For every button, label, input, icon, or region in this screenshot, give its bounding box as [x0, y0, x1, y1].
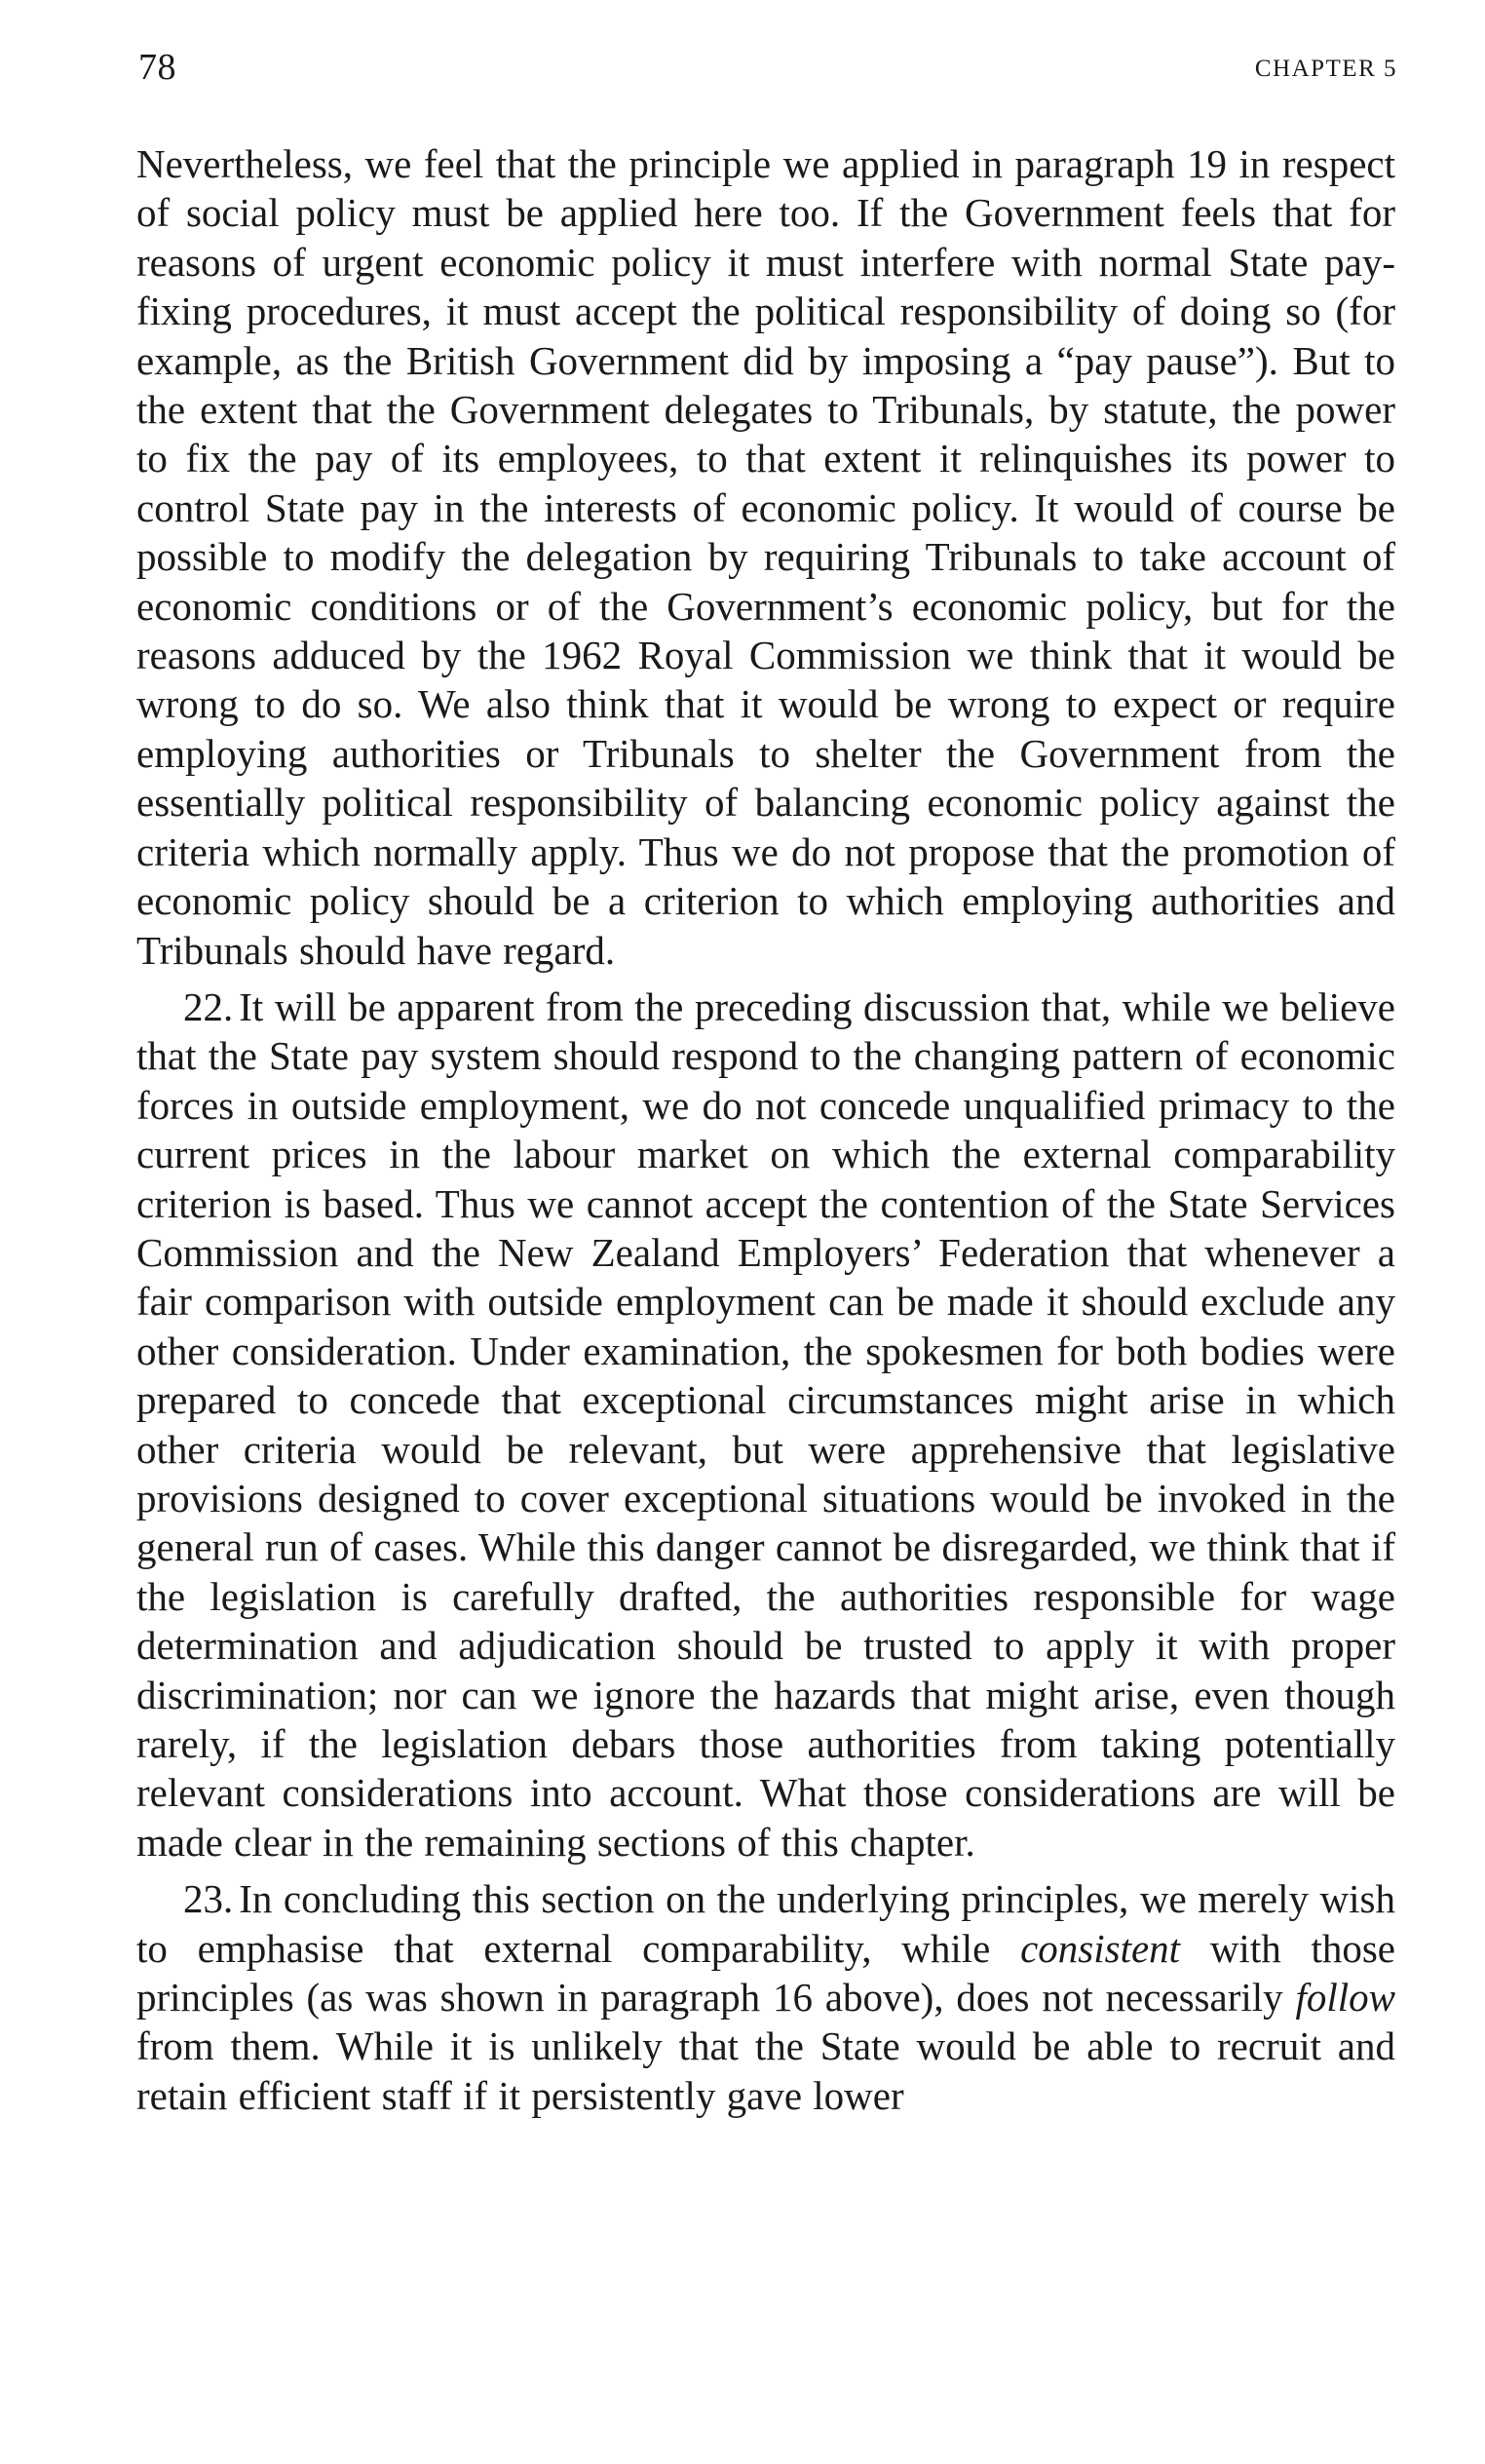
paragraph-number: 22.: [183, 983, 234, 1029]
body-text: [136, 139, 1395, 2120]
paragraph-22: [136, 982, 1395, 1867]
paragraph-text: In concluding this section on the underlying principles, we merely wish to emphasise that external comparability, while: [136, 1876, 1395, 1971]
running-head: CHAPTER 5: [1254, 56, 1397, 82]
paragraph-21-continuation: [136, 139, 1395, 975]
italic-emphasis: consistent: [1020, 1925, 1181, 1971]
paragraph-text: Nevertheless, we feel that the principle we applied in paragraph 19 in respect of social policy must be applied here too. If the Government feels that for reasons of urgent economic policy it must interfere with normal State pay-fixing procedures, it must accept the political responsibility of doing so (for example, as the British Government did by imposing a “pay pause”). But to the extent that the Government delegates to Tribunals, by statute, the power to fix the pay of its employees, to that extent it relinquishes its power to control State pay in the interests of economic policy. It would of course be possible to modify the delegation by requiring Tribunals to take account of economic conditions or of the Government’s economic policy, but for the reasons adduced by the 1962 Royal Commission we think that it would be wrong to do so. We also think that it would be wrong to expect or require employing authorities or Tribunals to shelter the Government from the essentially political responsibility of balancing economic policy against the criteria which normally apply. Thus we do not propose that the promotion of economic policy should be a criterion to which employing authorities and Tribunals should have regard.: [136, 141, 1395, 973]
page-number: 78: [138, 47, 176, 88]
paragraph-text: from them. While it is unlikely that the State would be able to recruit and retain efficient staff if it persistently gave lower: [136, 2023, 1395, 2118]
paragraph-number: 23.: [183, 1876, 234, 1922]
paragraph-text: It will be apparent from the preceding discussion that, while we believe that the State pay system should respond to the changing pattern of economic forces in outside employment, we do not concede unqualified primacy to the current prices in the labour market on which the external comparability criterion is based. Thus we cannot accept the contention of the State Services Commission and the New Zealand Employers’ Federation that whenever a fair comparison with outside employment can be made it should exclude any other consideration. Under examination, the spokesmen for both bodies were prepared to concede that exceptional circumstances might arise in which other criteria would be relevant, but were apprehensive that legislative provisions designed to cover exceptional situations would be invoked in the general run of cases. While this danger cannot be disregarded, we think that if the legislation is carefully drafted, the authorities responsible for wage determination and adjudication should be trusted to apply it with proper discrimination; nor can we ignore the hazards that might arise, even though rarely, if the legislation debars those authorities from taking potentially relevant considerations into account. What those considerations are will be made clear in the remaining sections of this chapter.: [136, 983, 1395, 1865]
paragraph-23: [136, 1874, 1395, 2120]
paragraph-text: with those principles (as was shown in paragraph 16 above), does not necessarily: [136, 1925, 1395, 2021]
italic-emphasis: follow: [1295, 1975, 1395, 2021]
